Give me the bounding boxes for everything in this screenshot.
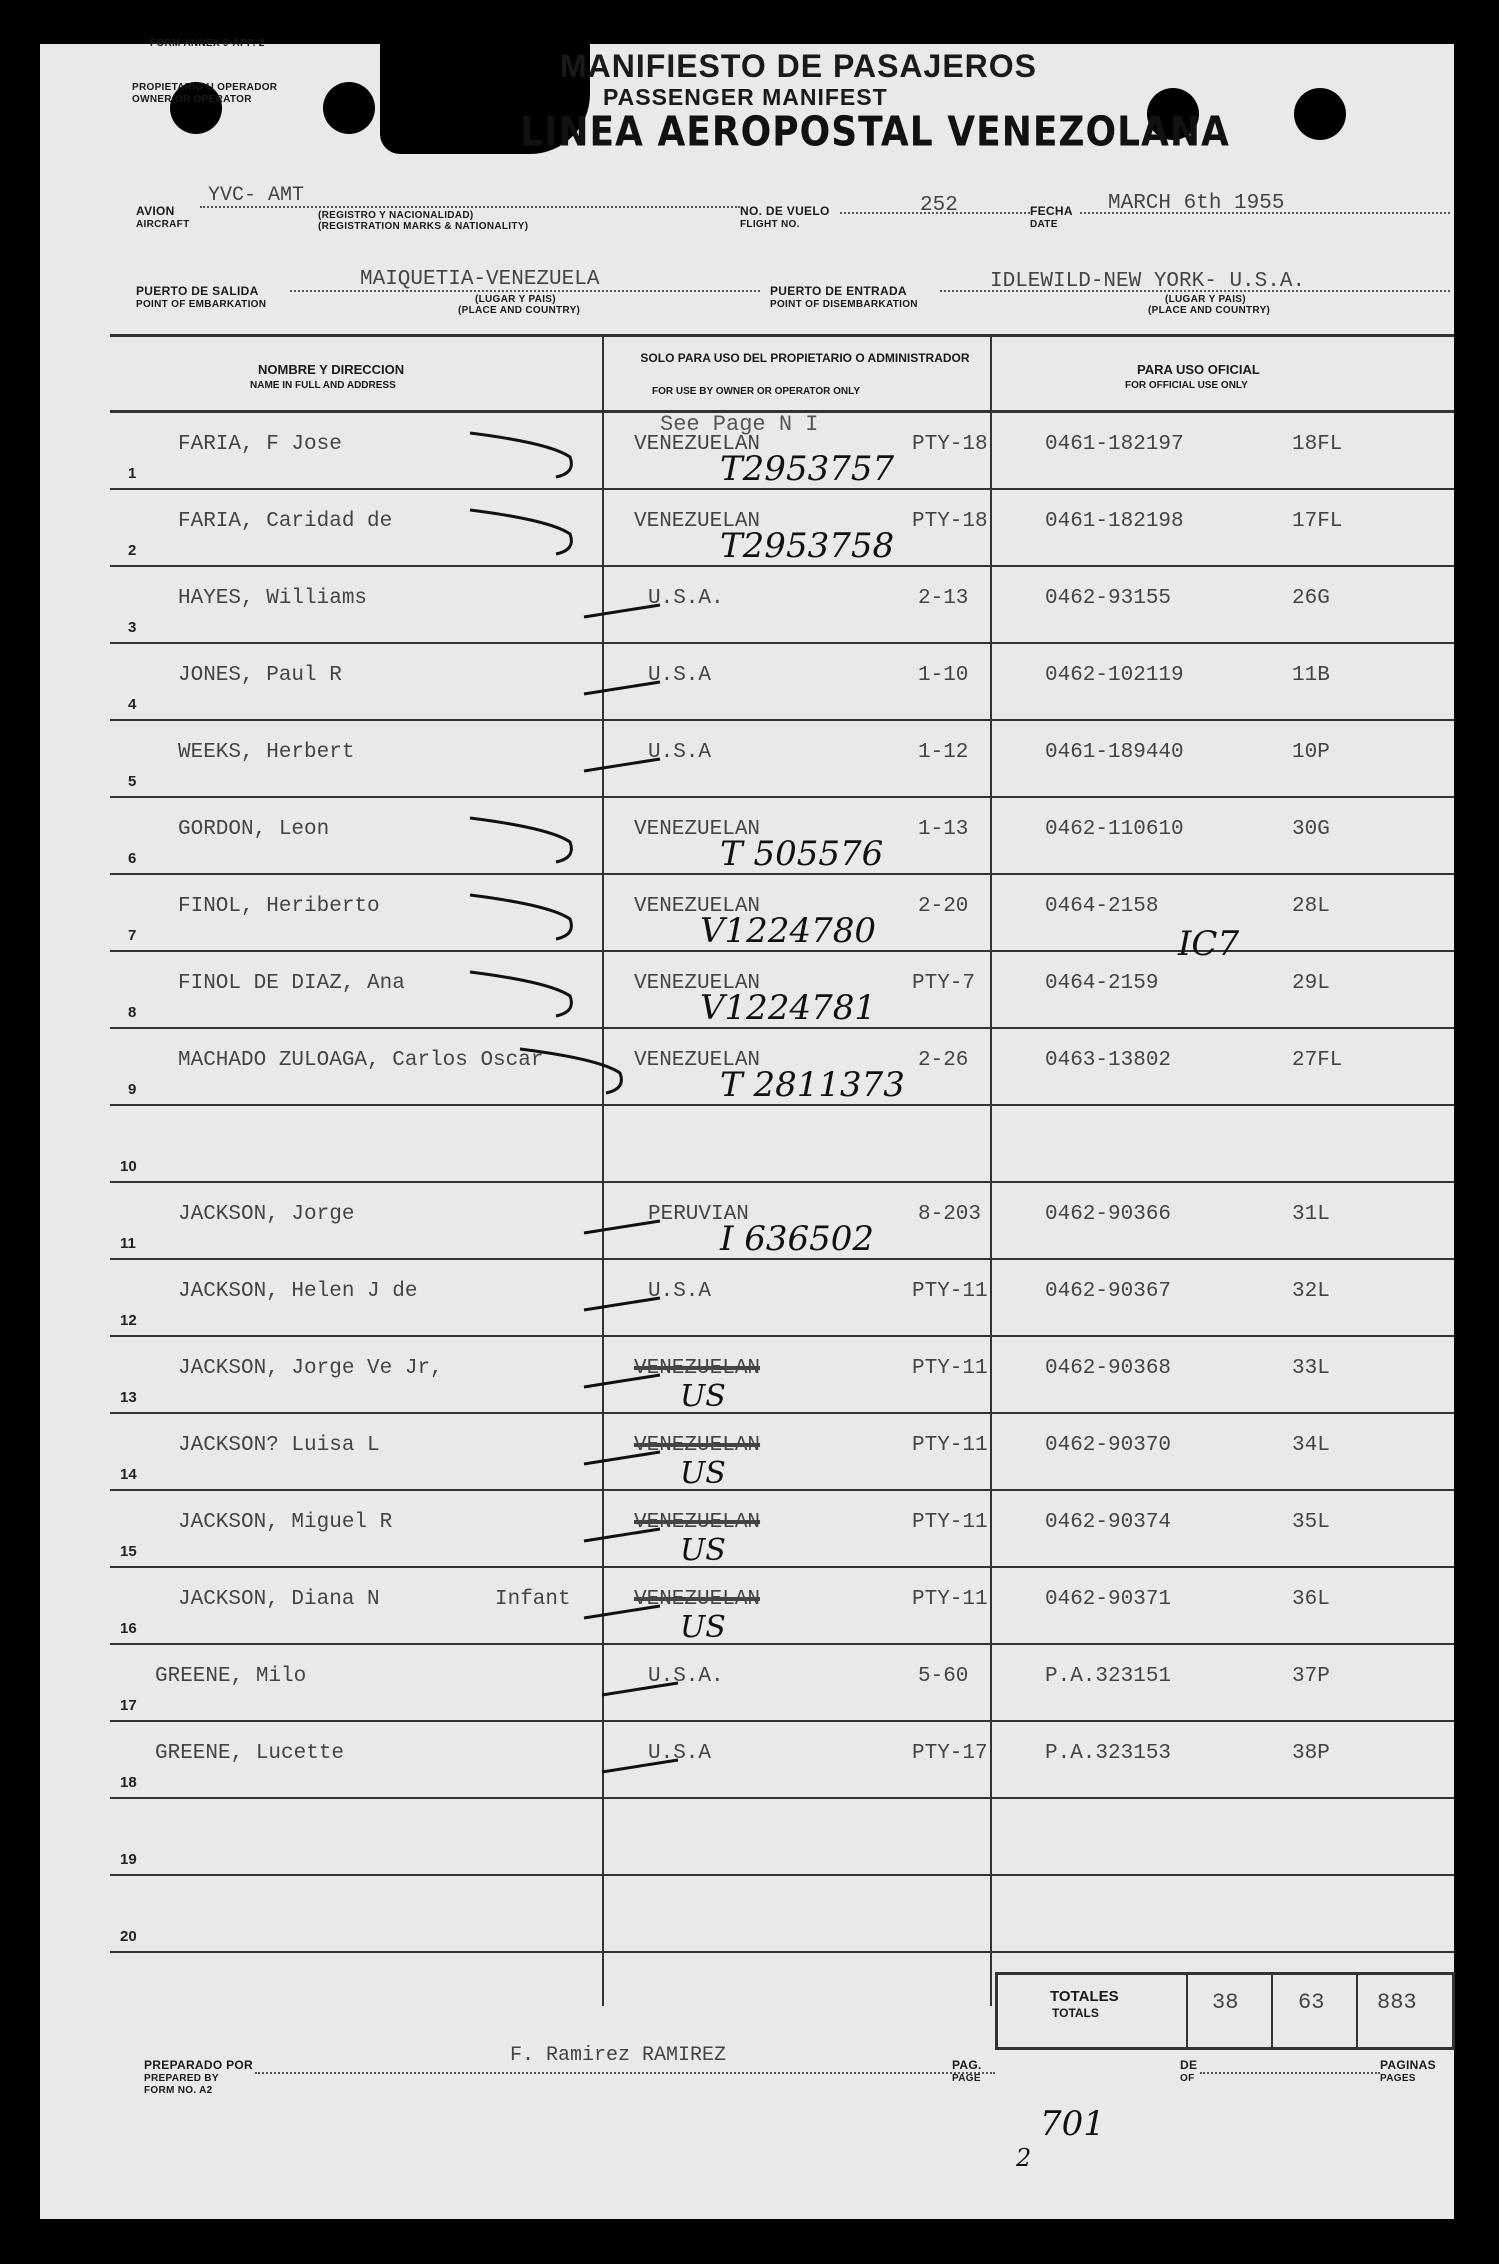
disembark-label-es: PUERTO DE ENTRADA [770,284,907,298]
date-value: MARCH 6th 1955 [1108,192,1285,215]
tick-mark [602,1683,678,1695]
passenger-name: JACKSON, Diana N [178,1588,380,1611]
row-number: 2 [128,542,137,559]
totals-value-1: 38 [1212,1990,1239,2015]
of-label-es: DE [1180,2058,1198,2072]
passenger-doc: 2-20 [918,895,969,918]
row-number: 11 [120,1235,136,1252]
passenger-doc: PTY-11 [912,1280,988,1303]
passenger-doc: PTY-11 [912,1434,988,1457]
tick-mark [584,1298,660,1310]
passenger-name: JACKSON, Jorge Ve Jr, [178,1357,443,1380]
ticket-number: 0462-110610 [1045,818,1184,841]
row-number: 5 [128,773,137,790]
tick-mark [470,972,571,1016]
passenger-doc: PTY-18 [912,433,988,456]
col-header-owner-en: FOR USE BY OWNER OR OPERATOR ONLY [652,386,860,397]
flight-no-value: 252 [920,194,958,217]
ticket-number: 0464-2158 [1045,895,1159,918]
row-number: 17 [120,1697,137,1714]
passenger-doc: PTY-11 [912,1357,988,1380]
handwritten-passport: US [680,1456,726,1491]
passenger-nationality: VENEZUELAN [634,1511,761,1534]
tick-mark [584,1606,660,1618]
embark-value: MAIQUETIA-VENEZUELA [360,268,600,291]
passenger-nationality: VENEZUELAN [634,895,761,918]
passenger-name: JACKSON, Jorge [178,1203,355,1226]
see-page-note: See Page N I [660,412,819,437]
ticket-number: 0464-2159 [1045,972,1159,995]
tick-mark [584,682,660,694]
embark-place-en: (PLACE AND COUNTRY) [458,305,581,316]
passenger-doc: 8-203 [918,1203,982,1226]
handwritten-passport: V1224780 [700,911,876,951]
passenger-doc: PTY-11 [912,1588,988,1611]
row-number: 8 [128,1004,137,1021]
passenger-nationality: VENEZUELAN [634,818,761,841]
seat-code: 28L [1292,895,1330,918]
handwritten-passport: V1224781 [700,988,876,1028]
seat-code: 32L [1292,1280,1330,1303]
date-label-es: FECHA [1030,204,1073,218]
passenger-nationality: U.S.A [648,741,712,764]
row-number: 13 [120,1389,137,1406]
page-label-es: PAG. [952,2058,982,2072]
ticket-number: 0463-13802 [1045,1049,1172,1072]
owner-label-en: OWNER OR OPERATOR [132,94,252,105]
disembark-place-es: (LUGAR Y PAIS) [1165,294,1246,305]
seat-code: 17FL [1292,510,1343,533]
tick-mark [584,1221,660,1233]
ticket-number: 0462-90367 [1045,1280,1172,1303]
seat-code: 31L [1292,1203,1330,1226]
seat-code: 29L [1292,972,1330,995]
ticket-number: P.A.323151 [1045,1665,1172,1688]
handwritten-passport: I 636502 [720,1219,875,1259]
handwritten-passport: T 505576 [720,834,884,874]
passenger-nationality: VENEZUELAN [634,1434,761,1457]
prepared-label-es: PREPARADO POR [144,2058,254,2072]
passenger-name: FARIA, Caridad de [178,510,393,533]
seat-code: 36L [1292,1588,1330,1611]
flight-no-label-en: FLIGHT NO. [740,219,800,230]
totals-label-en: TOTALS [1052,2006,1099,2020]
row-number: 9 [128,1081,137,1098]
tick-mark [584,1375,660,1387]
passenger-note: Infant [495,1588,571,1611]
col-header-official-en: FOR OFFICIAL USE ONLY [1125,380,1248,391]
row-number: 20 [120,1928,137,1945]
col-header-name-es: NOMBRE Y DIRECCION [258,362,405,377]
col-header-name-en: NAME IN FULL AND ADDRESS [250,380,396,391]
aircraft-value: YVC- AMT [208,184,305,207]
handwritten-passport: T 2811373 [720,1065,905,1105]
row-number: 14 [120,1466,137,1483]
seat-code: 38P [1292,1742,1330,1765]
row-number: 3 [128,619,137,636]
handwritten-passport: T2953757 [720,449,895,489]
owner-label-es: PROPIETARIO U OPERADOR [132,82,278,93]
airline-name: LINEA AEROPOSTAL VENEZOLANA [520,108,1230,157]
manifest-page [40,38,1454,2219]
passenger-doc: PTY-7 [912,972,976,995]
passenger-name: GREENE, Milo [155,1665,307,1688]
row-number: 4 [128,696,137,713]
ticket-number: P.A.323153 [1045,1742,1172,1765]
passenger-name: GREENE, Lucette [155,1742,345,1765]
passenger-doc: PTY-18 [912,510,988,533]
pages-label-en: PAGES [1380,2073,1416,2084]
ticket-number: 0462-90368 [1045,1357,1172,1380]
tick-mark [470,818,571,862]
row-number: 18 [120,1774,137,1791]
ticket-number: 0462-90366 [1045,1203,1172,1226]
passenger-name: FARIA, F Jose [178,433,342,456]
row-number: 1 [128,465,137,482]
seat-code: 35L [1292,1511,1330,1534]
disembark-value: IDLEWILD-NEW YORK- U.S.A. [990,270,1306,293]
row-number: 6 [128,850,137,867]
flight-no-label-es: NO. DE VUELO [740,204,830,218]
passenger-doc: 1-13 [918,818,969,841]
passenger-nationality: VENEZUELAN [634,433,761,456]
tick-mark [470,433,571,477]
hand-note-2: 2 [1016,2144,1032,2172]
seat-code: 34L [1292,1434,1330,1457]
form-no-footer: FORM NO. A2 [144,2085,213,2096]
row-number: 7 [128,927,137,944]
title-es: MANIFIESTO DE PASAJEROS [560,48,1037,84]
embark-label-es: PUERTO DE SALIDA [136,284,259,298]
row-number: 16 [120,1620,137,1637]
passenger-doc: PTY-11 [912,1511,988,1534]
ticket-number: 0462-90374 [1045,1511,1172,1534]
passenger-nationality: VENEZUELAN [634,1588,761,1611]
embark-place-es: (LUGAR Y PAIS) [475,294,556,305]
row7-extra-note: IC7 [1178,924,1240,964]
form-number: FORM ANNEX 9-APP. 2 [150,38,265,49]
seat-code: 30G [1292,818,1330,841]
disembark-label-en: POINT OF DISEMBARKATION [770,299,918,310]
registration-label-en: (REGISTRATION MARKS & NATIONALITY) [318,221,529,232]
passenger-name: JACKSON, Miguel R [178,1511,393,1534]
handwritten-passport: US [680,1610,726,1645]
aircraft-label-es: AVION [136,204,175,218]
ticket-number: 0461-189440 [1045,741,1184,764]
pages-label-es: PAGINAS [1380,2058,1436,2072]
totals-value-2: 63 [1298,1990,1325,2015]
passenger-name: FINOL DE DIAZ, Ana [178,972,405,995]
passenger-nationality: U.S.A [648,1742,712,1765]
seat-code: 33L [1292,1357,1330,1380]
passenger-doc: 5-60 [918,1665,969,1688]
tick-mark [584,1452,660,1464]
page-label-en: PAGE [952,2073,981,2084]
passenger-nationality: U.S.A. [648,1665,724,1688]
handwritten-passport: US [680,1379,726,1414]
disembark-place-en: (PLACE AND COUNTRY) [1148,305,1271,316]
prepared-value: F. Ramirez RAMIREZ [510,2044,727,2067]
seat-code: 26G [1292,587,1330,610]
passenger-doc: PTY-17 [912,1742,988,1765]
tick-mark [520,1049,621,1093]
passenger-nationality: U.S.A [648,664,712,687]
tick-mark [584,605,660,617]
passenger-doc: 1-10 [918,664,969,687]
prepared-label-en: PREPARED BY [144,2073,219,2084]
col-header-official-es: PARA USO OFICIAL [1137,362,1260,377]
check-marks-overlay [40,44,1454,2219]
ticket-number: 0461-182197 [1045,433,1184,456]
hand-note-1: 701 [1040,2104,1105,2144]
handwritten-passport: US [680,1533,726,1568]
passenger-nationality: U.S.A [648,1280,712,1303]
tick-mark [584,1529,660,1541]
passenger-nationality: VENEZUELAN [634,510,761,533]
seat-code: 27FL [1292,1049,1343,1072]
title-en: PASSENGER MANIFEST [603,84,888,110]
passenger-doc: 1-12 [918,741,969,764]
passenger-doc: 2-13 [918,587,969,610]
passenger-name: FINOL, Heriberto [178,895,380,918]
aircraft-label-en: AIRCRAFT [136,219,190,230]
passenger-doc: 2-26 [918,1049,969,1072]
totals-value-3: 883 [1377,1990,1417,2015]
row-number: 12 [120,1312,137,1329]
seat-code: 18FL [1292,433,1343,456]
passenger-name: WEEKS, Herbert [178,741,355,764]
tick-mark [602,1760,678,1772]
seat-code: 37P [1292,1665,1330,1688]
passenger-name: HAYES, Williams [178,587,368,610]
ticket-number: 0462-93155 [1045,587,1172,610]
ticket-number: 0461-182198 [1045,510,1184,533]
passenger-name: MACHADO ZULOAGA, Carlos Oscar [178,1049,544,1072]
ticket-number: 0462-90371 [1045,1588,1172,1611]
passenger-nationality: VENEZUELAN [634,972,761,995]
seat-code: 10P [1292,741,1330,764]
col-header-owner-es: SOLO PARA USO DEL PROPIETARIO O ADMINISTRADOR [640,351,970,365]
passenger-name: JONES, Paul R [178,664,342,687]
passenger-name: JACKSON, Helen J de [178,1280,418,1303]
seat-code: 11B [1292,664,1330,687]
row-number: 15 [120,1543,137,1560]
tick-mark [470,510,571,554]
row-number: 10 [120,1158,137,1175]
embark-label-en: POINT OF EMBARKATION [136,299,267,310]
handwritten-passport: T2953758 [720,526,895,566]
of-label-en: OF [1180,2073,1195,2084]
tick-mark [470,895,571,939]
passenger-nationality: PERUVIAN [648,1203,749,1226]
passenger-nationality: VENEZUELAN [634,1049,761,1072]
passenger-name: GORDON, Leon [178,818,330,841]
date-label-en: DATE [1030,219,1058,230]
passenger-nationality: VENEZUELAN [634,1357,761,1380]
ticket-number: 0462-102119 [1045,664,1184,687]
ticket-number: 0462-90370 [1045,1434,1172,1457]
registration-label-es: (REGISTRO Y NACIONALIDAD) [318,210,474,221]
passenger-name: JACKSON? Luisa L [178,1434,380,1457]
totals-label-es: TOTALES [1050,1988,1119,2005]
passenger-nationality: U.S.A. [648,587,724,610]
tick-mark [584,759,660,771]
row-number: 19 [120,1851,137,1868]
